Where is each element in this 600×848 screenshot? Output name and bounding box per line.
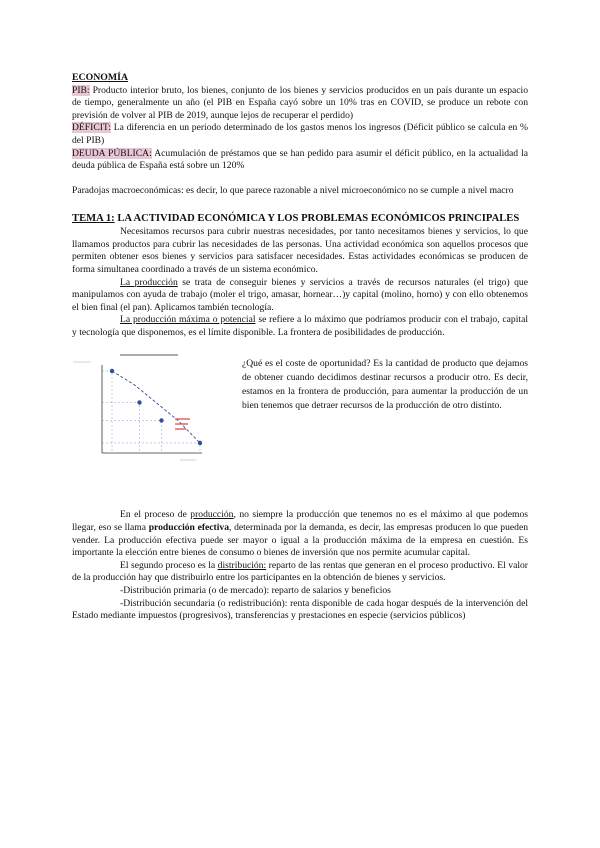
tema-heading xyxy=(72,213,528,226)
economia-heading: ECONOMÍA xyxy=(72,72,129,83)
fpp-chart xyxy=(72,351,236,475)
paragraph-produccion-maxima: La producción máxima o potencial se refiere a lo máximo que podríamos producir con el trabajo, capital y tecnología que disponemos, es el límite disponible. La frontera de posibilidades de producción. xyxy=(72,314,528,338)
chart-annotation xyxy=(175,419,190,429)
fpp-plot xyxy=(102,369,202,453)
fpp-point-0 xyxy=(110,369,114,373)
paragraph-necesitamos: Necesitamos recursos para cubrir nuestras necesidades, por tanto necesitamos bienes y servicios, lo que llamamos productos para cubrir las necesidades de las personas. Una actividad económica son aquellos procesos que permiten obtener esos bienes y servicios para satisfacer necesidades. Estas actividades económicas se producen de forma simultanea coordinado a través de un sistema económico. xyxy=(72,226,528,275)
fpp-curve xyxy=(112,371,200,443)
list-item-secundaria: -Distribución secundaria (o redistribución): renta disponible de cada hogar después de la intervención del Estado mediante impuestos (progresivos), transferencias y prestaciones en especie (servicios públicos) xyxy=(72,597,528,622)
produccion-link-term: producción xyxy=(190,509,234,521)
deuda-definition xyxy=(72,148,528,173)
deuda-text: Acumulación de préstamos que se han pedido para asumir el déficit público, en la actualidad la deuda pública de España está sobre un 120% xyxy=(72,147,528,172)
paragraph-distribucion: El segundo proceso es la distribución: reparto de las rentas que generan en el proceso productivo. El valor de la producción hay que distribuirlo entre los participantes en la obtención de bienes y servicios. xyxy=(72,559,528,584)
fpp-point-1 xyxy=(137,401,141,405)
list-item-primaria: -Distribución primaria (o de mercado): reparto de salarios y beneficios xyxy=(120,585,391,597)
paragraph-produccion-efectiva: En el proceso de producción, no siempre la producción que tenemos no es el máximo al que podemos llegar, eso se llama producción efectiva, determinada por la demanda, es decir, las empresas producen lo que pueden vender. La producción efectiva puede ser mayor o igual a la producción máxima de la empresa en cuestión. Es importante la elección entre bienes de consumo o bienes de inversión que nos permite acumular capital. xyxy=(72,509,528,559)
document-page xyxy=(72,72,528,623)
y-axis-label: ~~~~~~~~~~~ xyxy=(73,360,91,365)
deuda-term: DEUDA PÚBLICA: xyxy=(72,147,152,159)
fpp-point-3 xyxy=(198,441,202,445)
coste-oportunidad-paragraph: ¿Qué es el coste de oportunidad? Es la cantidad de producto que dejamos de obtener cuando decidimos destinar recursos a producir otro. Es decir, estamos en la frontera de producción, para aumentar la producción de un bien tenemos que detraer recursos de la producción de otro distinto. xyxy=(242,358,528,412)
pib-text: Producto interior bruto, los bienes, conjunto de los bienes y servicios producidos en un país durante un espacio de tiempo, generalmente un año (el PIB en España cayó sobre un 10% tras en COVID, se produce un rebote con previsión de volver al PIB de 2019, aunque lejos de recuperar el perdido) xyxy=(72,84,528,121)
paradojas-paragraph: Paradojas macroeconómicas: es decir, lo que parece razonable a nivel microeconómico no se cumple a nivel macro xyxy=(72,184,514,196)
deficit-term: DÉFICIT: xyxy=(72,122,111,134)
pib-term: PIB: xyxy=(72,84,90,96)
fpp-guide-2 xyxy=(102,421,162,454)
figure-row xyxy=(72,351,528,479)
tema-label: TEMA 1: xyxy=(72,213,115,225)
fpp-point-2 xyxy=(159,419,163,423)
tema-title: LA ACTIVIDAD ECONÓMICA Y LOS PROBLEMAS ECONÓMICOS PRINCIPALES xyxy=(114,213,520,225)
x-axis-label: ~~~~~~~~~~ xyxy=(180,458,197,463)
distribucion-term: distribución: xyxy=(217,559,267,571)
paragraph-produccion: La producción se trata de conseguir bienes y servicios a través de recursos naturales (el trigo) que manipulamos con ayuda de trabajo (moler el trigo, amasar, hornear…)y capital (molino, horno) y con ello obtenemos el bien final (el pan). Aplicamos también tecnología. xyxy=(72,276,528,313)
fpp-guide-0 xyxy=(102,371,112,453)
deficit-text: La diferencia en un periodo determinado de los gastos menos los ingresos (Déficit público se calcula en % del PIB) xyxy=(72,122,528,146)
deficit-definition xyxy=(72,122,528,147)
fpp-guide-1 xyxy=(102,403,140,454)
pib-definition xyxy=(72,85,528,123)
fpp-guide-3 xyxy=(102,443,200,453)
produccion-efectiva-term: producción efectiva xyxy=(148,522,229,534)
distribucion-list xyxy=(72,585,528,623)
produccion-term: La producción xyxy=(120,276,178,288)
produccion-maxima-term: La producción máxima o potencial xyxy=(120,314,256,326)
